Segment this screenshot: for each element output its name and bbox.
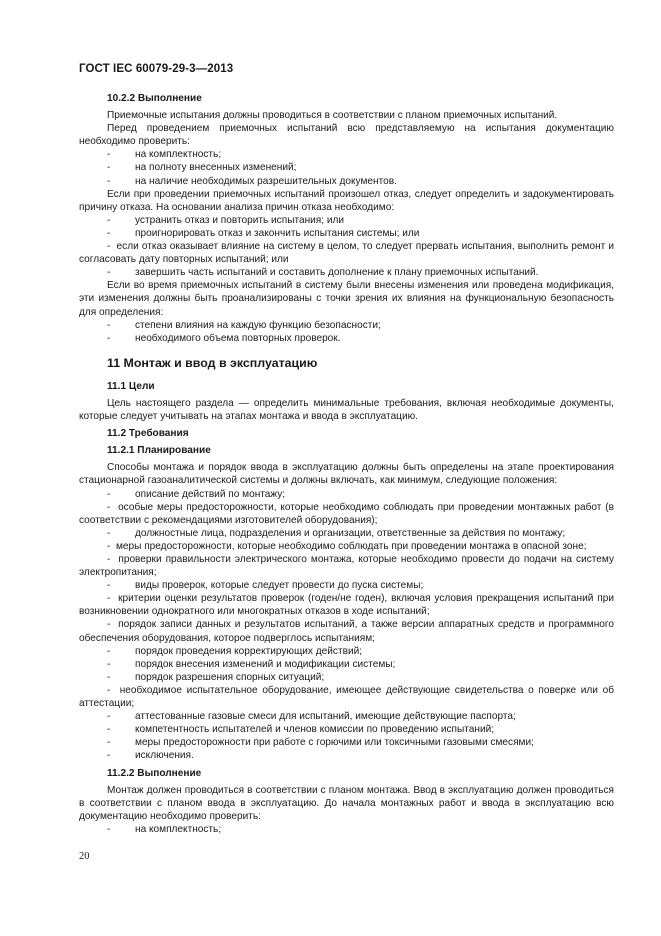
heading-11-2-1: 11.2.1 Планирование [107,445,211,457]
paragraph: Цель настоящего раздела — определить минимальные требования, включая необходимые документы, которые следует учитывать на этапах монтажа и ввода в эксплуатацию. [79,397,614,423]
dash-bullet [79,710,135,723]
heading-11-2-2: 11.2.2 Выполнение [107,767,202,779]
dash-bullet [79,332,135,345]
list-item: - исключения. [79,749,614,762]
list-item: - описание действий по монтажу; [79,488,614,501]
list-item: - необходимое испытательное оборудование, имеющее действующие свидетельства о поверке или об аттестации; [79,684,614,710]
dash-bullet [79,227,135,240]
dash-bullet [79,527,135,540]
list-item: - проигнорировать отказ и закончить испытания системы; или [79,227,614,240]
list-item: - на полноту внесенных изменений; [79,161,614,174]
page-number: 20 [79,851,90,862]
list-item: - аттестованные газовые смеси для испытаний, имеющие действующие паспорта; [79,710,614,723]
list-item: - на комплектность; [79,823,614,836]
paragraph: Если при проведении приемочных испытаний произошел отказ, следует определить и задокументировать причину отказа. На основании анализа причин отказа необходимо: [79,188,614,213]
dash-bullet [79,175,135,188]
dash-bullet [79,823,135,836]
list-item: - на комплектность; [79,148,614,161]
paragraph: Способы монтажа и порядок ввода в эксплуатацию должны быть определены на этапе проектирования стационарной газоаналитической системы и должны включать, как минимум, следующие положения: [79,462,614,487]
dash-bullet [79,214,135,227]
list-item: - критерии оценки результатов проверок (годен/не годен), включая условия прекращения испытаний при возникновении однократного или многократных отказов в ходе испытаний; [79,593,614,618]
heading-11-2: 11.2 Требования [107,428,189,440]
paragraph: Перед проведением приемочных испытаний всю представляемую на испытания документацию необходимо проверить: [79,123,614,148]
list-item: - меры предосторожности, которые необходимо соблюдать при проведении монтажа в опасной зоне; [107,540,587,552]
page-body [79,92,614,836]
dash-bullet [79,658,135,671]
list-item: - порядок внесения изменений и модификации системы; [79,658,614,671]
document-header: ГОСТ IEC 60079-29-3—2013 [79,63,234,75]
list-item: - компетентность испытателей и членов комиссии по проведению испытаний; [79,723,614,736]
dash-bullet [79,671,135,684]
paragraph: Приемочные испытания должны проводиться в соответствии с планом приемочных испытаний. [107,110,558,122]
list-item: - необходимого объема повторных проверок. [79,332,614,345]
list-item: - меры предосторожности при работе с горючими или токсичными газовыми смесями; [79,736,614,749]
heading-10-2-2: 10.2.2 Выполнение [107,93,202,104]
dash-bullet [79,736,135,749]
dash-bullet [79,319,135,332]
list-item: - порядок проведения корректирующих действий; [79,645,614,658]
dash-bullet [79,723,135,736]
list-item: - особые меры предосторожности, которые необходимо соблюдать при проведении монтажных работ (в соответствии с рекомендациями изготовителей оборудования); [79,501,614,526]
heading-11-1: 11.1 Цели [107,380,155,392]
list-item: - должностные лица, подразделения и организации, ответственные за действия по монтажу; [79,527,614,540]
list-item: - если отказ оказывает влияние на систему в целом, то следует прервать испытания, выполнить ремонт и согласовать дату повторных испытаний; или [79,241,614,266]
dash-bullet [79,749,135,762]
dash-bullet [79,161,135,174]
dash-bullet [79,266,135,279]
list-item: - порядок записи данных и результатов испытаний, а также версии аппаратных средств и программного обеспечения оборудования, которое подверглось испытаниям; [79,619,614,644]
dash-bullet [79,148,135,161]
list-item: - виды проверок, которые следует провести до пуска системы; [79,579,614,592]
list-item: - проверки правильности электрического монтажа, которые необходимо провести до подачи на систему электропитания; [79,554,614,579]
heading-11: 11 Монтаж и ввод в эксплуатацию [107,355,318,370]
dash-bullet [79,645,135,658]
list-item: - завершить часть испытаний и составить дополнение к плану приемочных испытаний. [79,266,614,279]
list-item: - порядок разрешения спорных ситуаций; [79,671,614,684]
list-item: - устранить отказ и повторить испытания; или [79,214,614,227]
dash-bullet [79,488,135,501]
list-item: - на наличие необходимых разрешительных документов. [79,175,614,188]
paragraph: Монтаж должен проводиться в соответствии с планом монтажа. Ввод в эксплуатацию должен проводиться в соответствии с планом ввода в эксплуатацию. До начала монтажных работ и ввода в эксплуатацию всю документацию необходимо проверить: [79,784,614,822]
paragraph: Если во время приемочных испытаний в систему были внесены изменения или проведена модификация, эти изменения должны быть проанализированы с точки зрения их влияния на функциональную безопасность для определения: [79,280,614,318]
dash-bullet [79,579,135,592]
list-item: - степени влияния на каждую функцию безопасности; [79,319,614,332]
